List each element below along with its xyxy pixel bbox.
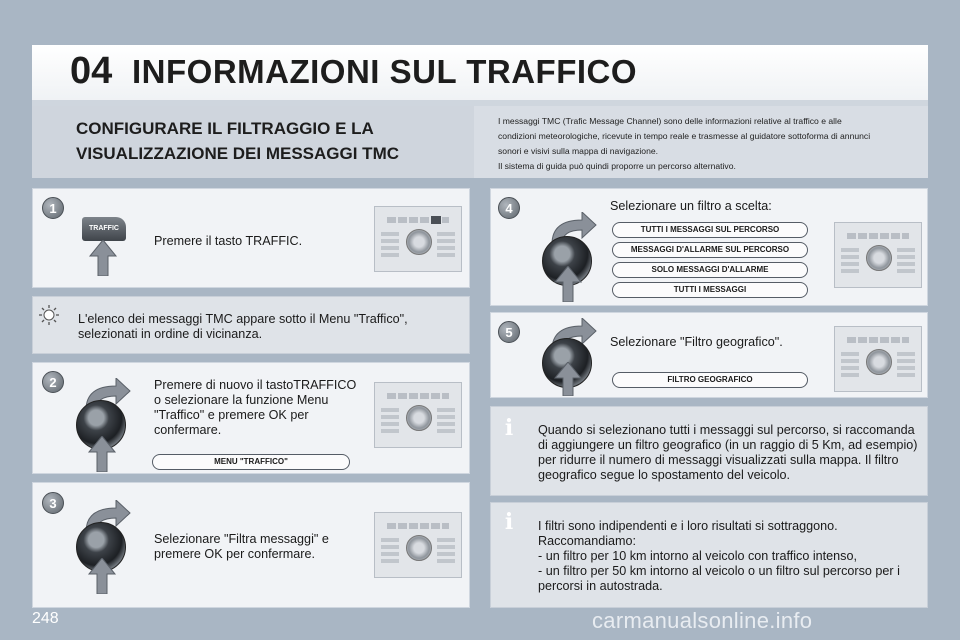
info-icon: i xyxy=(504,509,514,535)
note-1-line: Quando si selezionano tutti i messaggi sul percorso, si raccomanda xyxy=(538,423,915,437)
intro-line: I messaggi TMC (Trafic Message Channel) sono delle informazioni relative al traffico e alle xyxy=(498,116,842,126)
step-1-badge: 1 xyxy=(42,197,64,219)
arrow-up-icon xyxy=(553,362,583,396)
filter-option-all-on-route: TUTTI I MESSAGGI SUL PERCORSO xyxy=(612,222,808,238)
note-1-line: di aggiungere un filtro geografico (in un raggio di 5 Km, ad esempio) xyxy=(538,438,918,452)
menu-traffico-pill: MENU "TRAFFICO" xyxy=(152,454,350,470)
chapter-title: INFORMAZIONI SUL TRAFFICO xyxy=(132,53,638,90)
tip-line: selezionati in ordine di vicinanza. xyxy=(78,327,263,341)
note-2-line: Raccomandiamo: xyxy=(538,534,636,548)
step-3-line: Selezionare "Filtra messaggi" e xyxy=(154,532,329,546)
note-2-line: - un filtro per 50 km intorno al veicolo o un filtro sul percorso per i xyxy=(538,564,900,578)
step-2-line: Premere di nuovo il tastoTRAFFICO xyxy=(154,378,357,392)
radio-unit-image xyxy=(374,206,462,272)
step-5-text: Selezionare "Filtro geografico". xyxy=(610,335,783,349)
step-2-line: o selezionare la funzione Menu xyxy=(154,393,329,407)
step-2-text xyxy=(154,378,364,438)
filter-option-all-messages: TUTTI I MESSAGGI xyxy=(612,282,808,298)
section-title: CONFIGURARE IL FILTRAGGIO E LA VISUALIZZAZIONE DEI MESSAGGI TMC xyxy=(76,119,400,163)
note-2-line: - un filtro per 10 km intorno al veicolo con traffico intenso, xyxy=(538,549,857,563)
tip-text xyxy=(78,312,408,342)
arrow-up-icon xyxy=(553,266,583,302)
note-1-line: per ridurre il numero di messaggi visualizzati sulla mappa. Il filtro xyxy=(538,453,899,467)
note-2-line: I filtri sono indipendenti e i loro risultati si sottraggono. xyxy=(538,519,838,533)
filter-option-alerts-on-route: MESSAGGI D'ALLARME SUL PERCORSO xyxy=(612,242,808,258)
step-1-text: Premere il tasto TRAFFIC. xyxy=(154,234,303,248)
tip-line: L'elenco dei messaggi TMC appare sotto il Menu "Traffico", xyxy=(78,312,408,326)
note-2-line: percorsi in autostrada. xyxy=(538,579,663,593)
lightbulb-icon xyxy=(38,304,60,326)
step-2-line: confermare. xyxy=(154,423,222,437)
radio-unit-image xyxy=(834,222,922,288)
watermark: carmanualsonline.info xyxy=(592,608,813,633)
radio-unit-image xyxy=(374,382,462,448)
step-4-text: Selezionare un filtro a scelta: xyxy=(610,199,772,213)
step-5-badge: 5 xyxy=(498,321,520,343)
radio-unit-image xyxy=(374,512,462,578)
step-4-badge: 4 xyxy=(498,197,520,219)
arrow-up-icon xyxy=(88,240,118,276)
chapter-number: 04 xyxy=(70,50,113,92)
arrow-up-icon xyxy=(87,436,117,472)
note-1-text xyxy=(538,423,922,483)
page-number: 248 xyxy=(32,610,59,627)
intro-text xyxy=(498,114,918,174)
step-2-badge: 2 xyxy=(42,371,64,393)
intro-line: sonori e visivi sulla mappa di navigazione. xyxy=(498,146,659,156)
traffic-key-icon: TRAFFIC xyxy=(82,217,126,241)
step-3-line: premere OK per confermare. xyxy=(154,547,315,561)
filter-option-alerts-only: SOLO MESSAGGI D'ALLARME xyxy=(612,262,808,278)
arrow-up-icon xyxy=(87,558,117,594)
radio-unit-image xyxy=(834,326,922,392)
note-2-text xyxy=(538,519,922,594)
step-3-badge: 3 xyxy=(42,492,64,514)
intro-line: condizioni meteorologiche, ricevute in tempo reale e trasmesse al guidatore sottoforma di annunci xyxy=(498,131,871,141)
step-2-line: "Traffico" e premere OK per xyxy=(154,408,309,422)
step-3-text xyxy=(154,532,364,562)
filtro-geografico-pill: FILTRO GEOGRAFICO xyxy=(612,372,808,388)
note-1-line: geografico segue lo spostamento del veicolo. xyxy=(538,468,791,482)
info-icon: i xyxy=(504,415,514,441)
intro-line: Il sistema di guida può quindi proporre un percorso alternativo. xyxy=(498,161,736,171)
